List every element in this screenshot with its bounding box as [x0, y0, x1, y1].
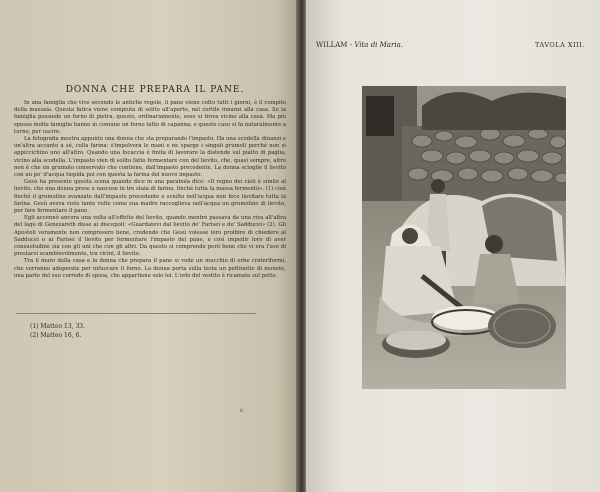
body-text: [14, 100, 286, 280]
photo-illustration: [362, 86, 566, 389]
stone-wall: [402, 126, 566, 201]
footnotes: [30, 322, 85, 340]
footnote: (1) Matteo 13, 33.: [30, 323, 86, 330]
paragraph: Egli accennò ancora una volta all'effetto del lievito, quando mentre passava da una riva all'altra del lago di Genezareth disse ai discepoli: «Guardatevi dal lievito de' Farisei e de' Sadducei» (2). Gli Apostoli veramente non compresero bene, credendo che Gesù volesse loro proibire di chiedere ai Sadducei o ai Farisei il lievito per fermentare l'impasto del pane, e così impedir loro di aver consuetudine sia con gli uni che con gli altri. Da questo si comprende però bene che vi era l'uso di prestarsi scambievolmente, tra vicini, il lievito.: [14, 215, 286, 258]
chapter-title: DONNA CHE PREPARA IL PANE.: [65, 85, 245, 95]
footnote: (2) Matteo 16, 6.: [30, 332, 82, 339]
running-head-author: WILLAM: [316, 41, 348, 49]
doorway: [366, 96, 394, 136]
foreground-bowl: [382, 330, 450, 358]
paragraph: La fotografia mostra appunto una donna che sta preparando l'impasto. Ha una scodella dinanzi e un'altra accanto a sé, colla farina; s'impolvera le mani e ne sparge i singoli grumoli perché non si appiccichino uno all'altro. Quando una focaccia è finita di lavorare la distende sul piatto di paglia, vicino alla scodella. L'impasto vien di solito fatto fermentare con del lievito, che, quasi sempre, altro non è che un grumolo conservato che contiene, dall'impasto precedente. La donna scioglie il lievito con un po' d'acqua tiepida poi con questa la farina del nuovo impasto.: [14, 136, 286, 179]
photo-plate: [362, 86, 566, 389]
footnote-rule: [16, 313, 256, 314]
paragraph: Tra il muro della casa e la donna che prepara il pane si vede un mucchio di erbe crateriformi, che verranno adoperate per infuocare il forno. La donna porta sulla testa un pettinotto di monete, una parte del suo corredo di sposa, che appartiene solo lei. L'orlo del vestito è ricamato sul petto.: [14, 258, 286, 279]
paragraph: In una famiglia che vive secondo le antiche regole, il pane viene cotto tutti i giorni, è il compito della massaia. Questa fatica viene compiuta di solito all'aperto, nel cortile innanzi alla casa. Se la famiglia possiede un forno di pietra, questo, ordinariamente, esso si trova vicino alla casa. Ma più spesso molte famiglie hanno in comune un forno fatto di capanna; e questo caso si fa naturalmente a turno, per uscire.: [14, 100, 286, 135]
page-number: 6: [240, 408, 244, 414]
straw-tray: [488, 304, 556, 348]
running-head: [316, 41, 403, 49]
paragraph: Gesù ha presente questa scena quando dice in una parabola dice: «Il regno dei cieli è simile al lievito, che una donna prese e nascose in tre staia di farina, finché tutta la massa fermentò». (1) cioè finché il grumolino avanzato dall'impasto precedente e sciolto nell'acqua non fece lievitare tutta la farina. Gesù aveva visto tante volte come sua madre raccoglieva nell'acqua un grumolino di lievito, per fare fermentare il pane.: [14, 179, 286, 215]
running-head-separator: -: [347, 41, 355, 49]
plate-label: TAVOLA XIII.: [535, 41, 585, 49]
running-head-title: Vita di Maria.: [354, 41, 403, 49]
